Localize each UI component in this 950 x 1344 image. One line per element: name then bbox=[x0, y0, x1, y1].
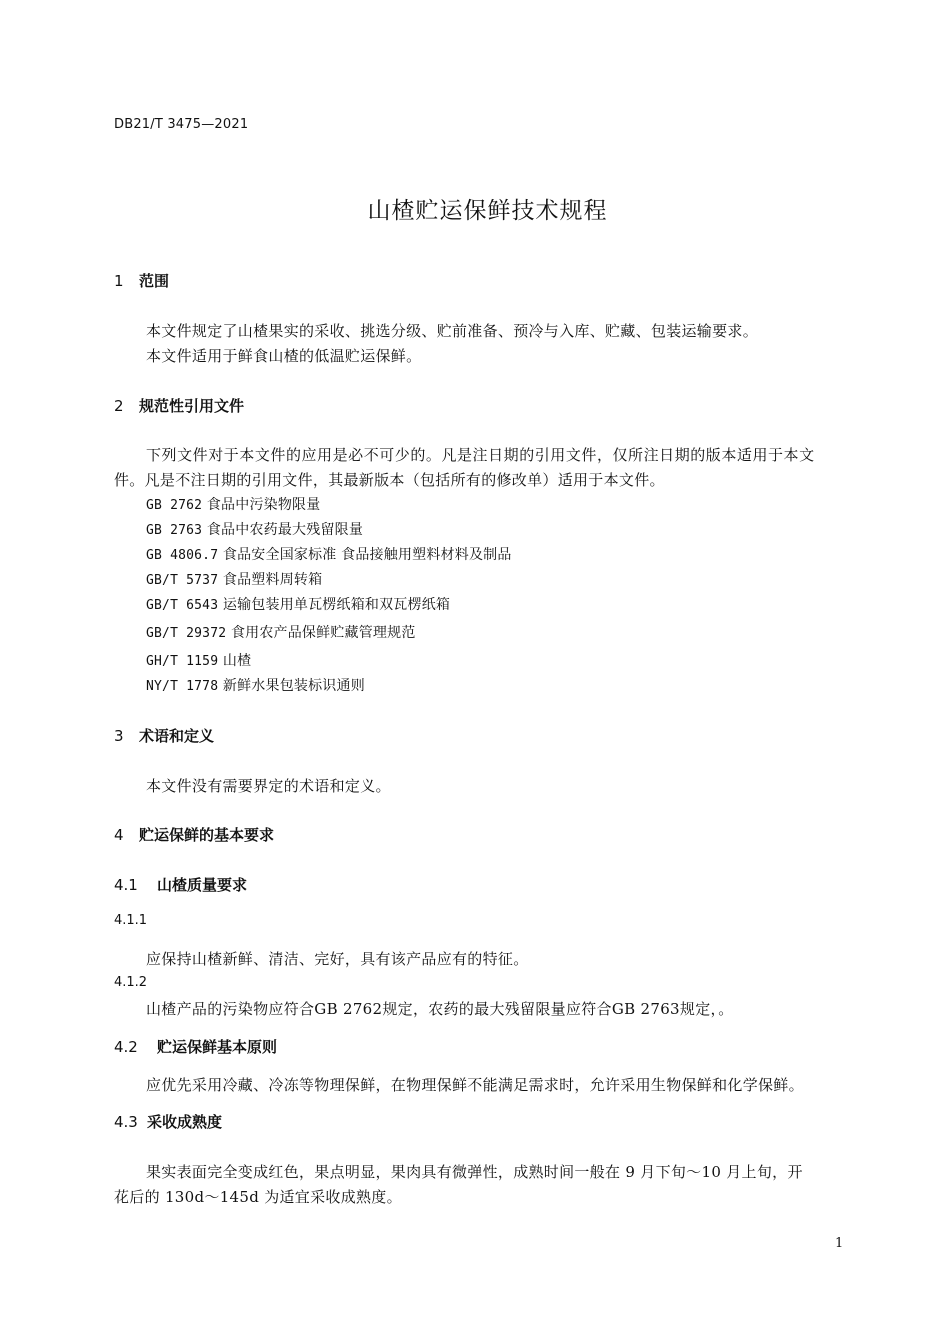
reference-title: 食品塑料周转箱 bbox=[222, 572, 323, 588]
reference-code: GB/T 29372 bbox=[146, 626, 227, 641]
reference-item bbox=[146, 650, 251, 670]
reference-title: 食品中农药最大残留限量 bbox=[206, 522, 364, 538]
reference-code: GB 2762 bbox=[146, 498, 203, 513]
reference-title: 食用农产品保鲜贮藏管理规范 bbox=[230, 625, 416, 641]
subsection-4-1-heading bbox=[114, 874, 247, 895]
subsection-title: 贮运保鲜基本原则 bbox=[157, 1038, 278, 1056]
reference-title: 运输包装用单瓦楞纸箱和双瓦楞纸箱 bbox=[222, 597, 451, 613]
reference-item bbox=[146, 519, 363, 539]
reference-code: GH/T 1159 bbox=[146, 654, 219, 669]
section-2-heading bbox=[114, 395, 244, 416]
subsection-number: 4.3 bbox=[114, 1113, 138, 1131]
reference-item bbox=[146, 569, 322, 589]
section-number: 2 bbox=[114, 397, 124, 415]
section-title: 术语和定义 bbox=[139, 727, 215, 745]
reference-item bbox=[146, 622, 416, 642]
section-4-heading bbox=[114, 824, 274, 845]
reference-title: 新鲜水果包装标识通则 bbox=[222, 678, 365, 694]
subsection-title: 山楂质量要求 bbox=[157, 876, 248, 894]
paragraph-line: 花后的 130d～145d 为适宜采收成熟度。 bbox=[114, 1188, 402, 1206]
reference-code: GB 2763 bbox=[146, 523, 203, 538]
paragraph-line: 下列文件对于本文件的应用是必不可少的。凡是注日期的引用文件，仅所注日期的版本适用于本文 bbox=[146, 446, 815, 464]
section-title: 范围 bbox=[139, 272, 170, 290]
document-number: DB21/T 3475—2021 bbox=[114, 117, 249, 132]
paragraph: 应保持山楂新鲜、清洁、完好，具有该产品应有的特征。 bbox=[146, 950, 529, 968]
section-3-heading bbox=[114, 725, 214, 746]
subsection-number: 4.2 bbox=[114, 1038, 138, 1056]
paragraph: 本文件适用于鲜食山楂的低温贮运保鲜。 bbox=[146, 347, 422, 365]
reference-title: 食品中污染物限量 bbox=[206, 497, 321, 513]
reference-code: GB 4806.7 bbox=[146, 548, 219, 563]
subsection-4-3-heading bbox=[114, 1111, 222, 1132]
subsection-4-2-heading bbox=[114, 1036, 277, 1057]
paragraph-line: 件。凡是不注日期的引用文件，其最新版本（包括所有的修改单）适用于本文件。 bbox=[114, 471, 665, 489]
reference-title: 食品安全国家标准 食品接触用塑料材料及制品 bbox=[222, 547, 512, 563]
section-title: 贮运保鲜的基本要求 bbox=[139, 826, 275, 844]
clause-number: 4.1.2 bbox=[114, 975, 148, 990]
reference-item bbox=[146, 494, 320, 514]
reference-code: NY/T 1778 bbox=[146, 679, 219, 694]
reference-item bbox=[146, 594, 450, 614]
paragraph-line: 果实表面完全变成红色，果点明显，果肉具有微弹性，成熟时间一般在 9 月下旬～10 月上旬，开 bbox=[146, 1163, 803, 1181]
subsection-number: 4.1 bbox=[114, 876, 138, 894]
reference-code: GB/T 5737 bbox=[146, 573, 219, 588]
section-1-heading bbox=[114, 270, 169, 291]
page-title: 山楂贮运保鲜技术规程 bbox=[367, 198, 608, 224]
reference-item bbox=[146, 675, 365, 695]
paragraph: 本文件规定了山楂果实的采收、挑选分级、贮前准备、预冷与入库、贮藏、包装运输要求。 bbox=[146, 322, 759, 340]
reference-item bbox=[146, 544, 512, 564]
reference-title: 山楂 bbox=[222, 653, 252, 669]
section-number: 1 bbox=[114, 272, 124, 290]
paragraph: 本文件没有需要界定的术语和定义。 bbox=[146, 777, 391, 795]
reference-code: GB/T 6543 bbox=[146, 598, 219, 613]
paragraph: 山楂产品的污染物应符合GB 2762规定，农药的最大残留限量应符合GB 2763规定，。 bbox=[146, 1000, 734, 1018]
section-number: 4 bbox=[114, 826, 124, 844]
subsection-title: 采收成熟度 bbox=[147, 1113, 223, 1131]
page-number: 1 bbox=[835, 1236, 844, 1251]
section-number: 3 bbox=[114, 727, 124, 745]
paragraph: 应优先采用冷藏、冷冻等物理保鲜，在物理保鲜不能满足需求时，允许采用生物保鲜和化学保鲜。 bbox=[146, 1076, 804, 1094]
section-title: 规范性引用文件 bbox=[139, 397, 245, 415]
clause-number: 4.1.1 bbox=[114, 913, 148, 928]
